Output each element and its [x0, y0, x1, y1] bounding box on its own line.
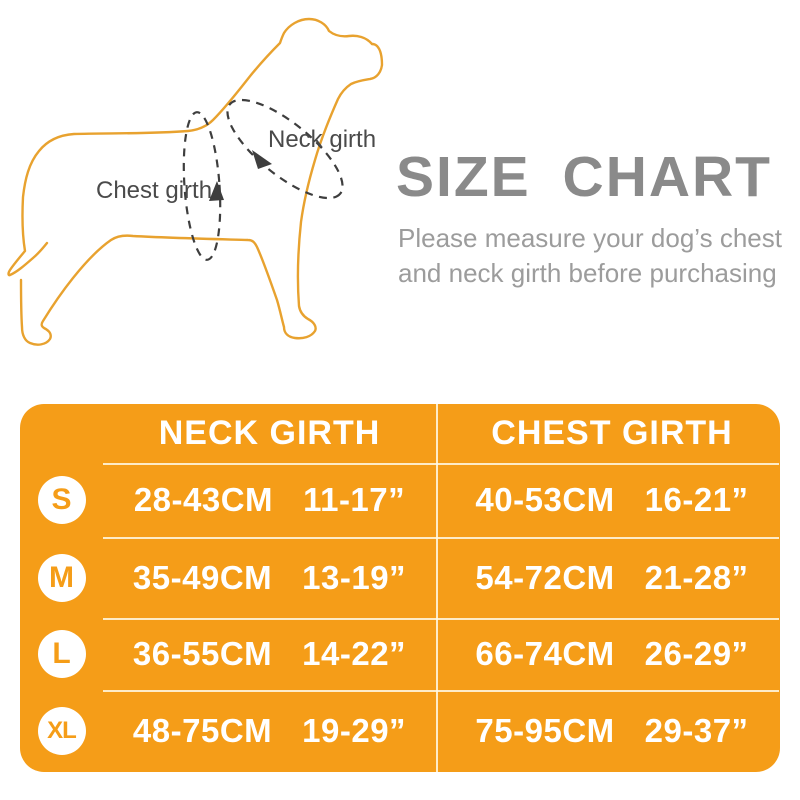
- page-title: SIZE CHART: [396, 145, 772, 209]
- chest-in-value: 16-21”: [644, 481, 749, 518]
- chest-girth-label: Chest girth: [96, 177, 213, 204]
- subtitle: [398, 221, 800, 291]
- neck-cm-value: 36-55CM: [132, 635, 273, 672]
- table-header-row: [20, 404, 780, 463]
- neck-cm-value: 48-75CM: [132, 712, 273, 749]
- table-row-xl: [20, 690, 780, 772]
- chest-in-value: 29-37”: [644, 712, 749, 749]
- chest-girth-header: CHEST GIRTH: [491, 414, 733, 452]
- neck-cm-value: 28-43CM: [133, 481, 274, 518]
- size-badge-m: M: [38, 554, 86, 602]
- chest-in-value: 21-28”: [644, 558, 749, 596]
- neck-girth-header: NECK GIRTH: [158, 414, 381, 452]
- size-badge-s: S: [38, 476, 86, 524]
- neck-girth-label: Neck girth: [268, 126, 377, 153]
- chest-cm-value: 54-72CM: [475, 558, 615, 596]
- size-table: [20, 404, 780, 772]
- table-row-m: [20, 537, 780, 618]
- neck-in-value: 11-17”: [303, 481, 406, 518]
- chest-cm-value: 66-74CM: [475, 635, 615, 672]
- chest-cm-value: 40-53CM: [475, 481, 615, 518]
- table-row-s: [20, 463, 780, 537]
- chest-in-value: 26-29”: [644, 635, 749, 672]
- chest-cm-value: 75-95CM: [475, 712, 615, 749]
- size-badge-xl: XL: [38, 707, 86, 755]
- neck-in-value: 19-29”: [302, 712, 407, 749]
- neck-in-value: 14-22”: [302, 635, 407, 672]
- neck-cm-value: 35-49CM: [132, 558, 273, 596]
- size-badge-l: L: [38, 630, 86, 678]
- subtitle-line-2: and neck girth before purchasing: [398, 258, 777, 288]
- subtitle-line-1: Please measure your dog’s chest: [398, 223, 782, 253]
- table-row-l: [20, 618, 780, 690]
- neck-in-value: 13-19”: [302, 558, 407, 596]
